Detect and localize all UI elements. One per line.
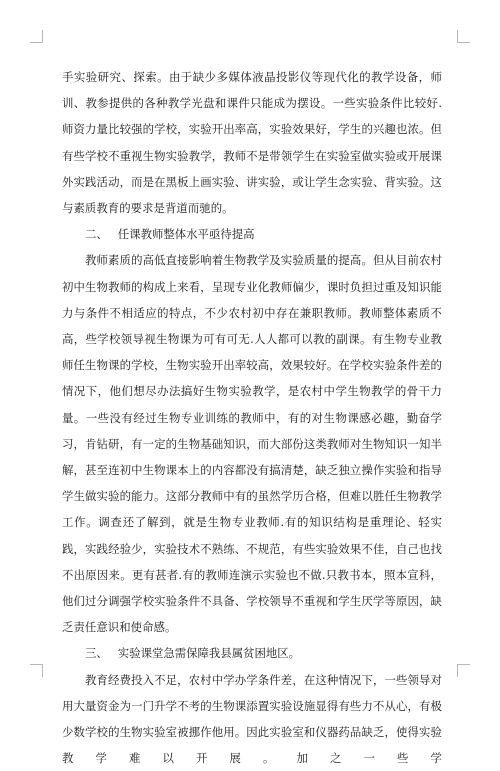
paragraph-funding: 教育经费投入不足，农村中学办学条件差，在这种情况下，一些领导对用大量资金为一门升学不考的生物课添置实验设施显得有些力不从心，有极少数学校的生物实验室被挪作他用。因此实验室和仪器药品缺乏，使得实验教学难以开展。加之一些学 — [62, 672, 442, 766]
section-heading-3-text: 实验课堂急需保障我县属贫困地区。 — [117, 646, 301, 661]
page-corner-mark-bottom-right — [457, 664, 470, 677]
section-heading-2-text: 任课教师整体水平亟待提高 — [117, 227, 255, 242]
section-heading-2 — [62, 221, 442, 247]
section-heading-3-number: 三、 — [85, 646, 108, 661]
page-corner-mark-bottom-left — [30, 664, 43, 677]
paragraph-continuation: 手实验研究、探索。由于缺少多媒体液晶投影仪等现代化的教学设备，师训、教参提供的各种教学光盘和课件只能成为摆设。一些实验条件比较好.师资力量比较强的学校，实验开出率高，实验效果好，学生的兴趣也浓。但有些学校不重视生物实验教学，教师不是带领学生在实验室做实验或开展课外实践活动，而是在黑板上画实验、讲实验，或让学生念实验、背实验。这与素质教育的要求是背道而驰的。 — [62, 70, 442, 216]
page-corner-mark-top-left — [30, 30, 43, 43]
section-heading-3 — [62, 640, 442, 666]
document-body — [62, 64, 442, 771]
section-heading-2-number: 二、 — [85, 227, 108, 242]
page-corner-mark-top-right — [457, 30, 470, 43]
paragraph-teacher-quality: 教师素质的高低直接影响着生物教学及实验质量的提高。但从目前农村初中生物教师的构成上来看，呈现专业化教师偏少，课时负担过重及知识能力与条件不相适应的特点，不少农村初中存在兼职教师。教师整体素质不高，些学校领导视生物课为可有可无.人人都可以教的副课。有生物专业教师任生物课的学校，生物实验开出率较高，效果较好。在学校实验条件差的情况下，他们想尽办法搞好生物实验教学，是农村中学生物教学的骨干力量。一些没有经过生物专业训练的教师中，有的对生物课感必趣，勤奋学习，肯钻研，有一定的生物基础知识，而大部份这类教师对生物知识一知半解，甚至连初中生物课本上的内容都没有搞清楚，缺乏独立操作实验和指导学生做实验的能力。这部分教师中有的虽然学历合格，但难以胜任生物教学工作。调查还了解到，就是生物专业教师.有的知识结构是重理论、轻实践，实践经验少，实验技术不熟练、不规范，有些实验效果不佳，自己也找不出原因来。更有甚者.有的教师连演示实验也不做.只教书本，照本宣科，他们过分调强学校实验条件不具备、学校领导不重视和学生厌学等原因，缺乏责任意识和使命感。 — [62, 253, 442, 635]
